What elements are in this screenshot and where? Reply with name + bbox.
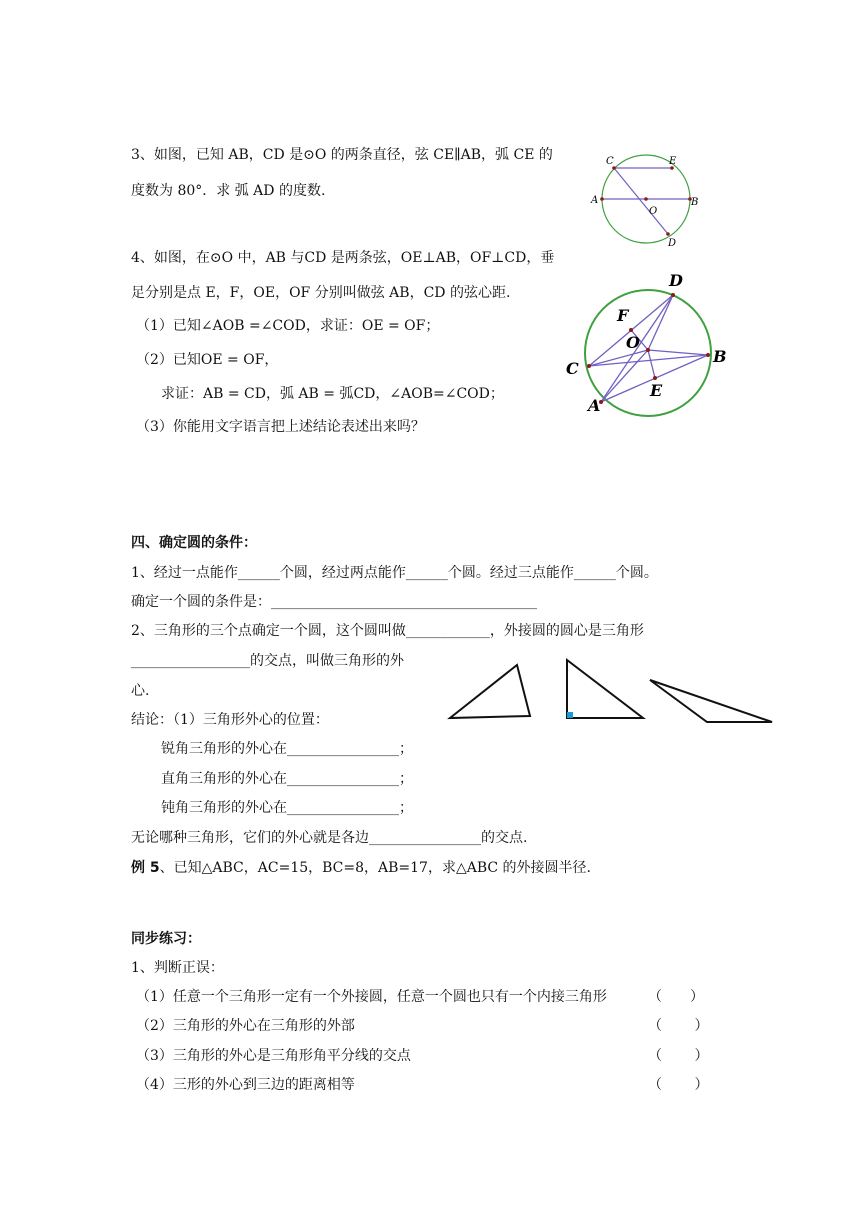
practice-item-3-answer: （ ） bbox=[648, 1048, 709, 1064]
example-5 bbox=[131, 858, 591, 878]
section-4-line-3: 2、三角形的三个点确定一个圆，这个圆叫做____________，外接圆的圆心是三角形 bbox=[131, 623, 644, 639]
circle-figure-1 bbox=[582, 148, 702, 252]
section-4-heading: 四、确定圆的条件： bbox=[131, 535, 257, 551]
section-4-line-5: 心. bbox=[131, 683, 150, 699]
problem-4-line-2: 足分别是点 E，F，OE，OF 分别叫做弦 AB，CD 的弦心距. bbox=[131, 285, 511, 301]
practice-intro: 1、判断正误： bbox=[131, 960, 224, 976]
practice-item-4: （4）三形的外心到三边的距离相等 bbox=[136, 1077, 355, 1093]
section-4-acute: 锐角三角形的外心在________________； bbox=[161, 741, 413, 757]
problem-4-question-3: （3）你能用文字语言把上述结论表述出来吗？ bbox=[136, 419, 425, 435]
practice-item-1: （1）任意一个三角形一定有一个外接圆，任意一个圆也只有一个内接三角形 bbox=[136, 989, 607, 1005]
problem-3-line-1: 3、如图，已知 AB，CD 是⊙O 的两条直径，弦 CE∥AB，弧 CE 的 bbox=[131, 147, 553, 163]
practice-item-4-answer: （ ） bbox=[648, 1077, 709, 1093]
section-4-line-10: 无论哪种三角形，它们的外心就是各边________________的交点. bbox=[131, 830, 528, 846]
example-5-label: 例 5 bbox=[131, 860, 160, 876]
problem-4-line-1: 4、如图，在⊙O 中，AB 与CD 是两条弦，OE⊥AB，OF⊥CD，垂 bbox=[131, 250, 555, 266]
problem-4-question-2: （2）已知OE = OF， bbox=[136, 352, 279, 368]
example-5-text: 、已知△ABC，AC=15，BC=8，AB=17，求△ABC 的外接圆半径. bbox=[159, 860, 592, 876]
section-4-obtuse: 钝角三角形的外心在________________； bbox=[161, 800, 413, 816]
fig2-label-c: C bbox=[566, 359, 579, 378]
triangles-figure bbox=[440, 655, 780, 728]
section-4-right: 直角三角形的外心在________________； bbox=[161, 771, 413, 787]
circle-figure-2 bbox=[560, 270, 735, 420]
fig2-label-a: A bbox=[588, 396, 601, 415]
fig1-label-d: D bbox=[668, 238, 677, 249]
practice-item-2-answer: （ ） bbox=[648, 1018, 709, 1034]
practice-heading: 同步练习： bbox=[131, 931, 201, 947]
fig1-label-o: O bbox=[649, 206, 658, 217]
problem-4-question-1: （1）已知∠AOB =∠COD，求证：OE = OF； bbox=[136, 318, 440, 334]
problem-3-line-2: 度数为 80°．求 弧 AD 的度数. bbox=[131, 183, 326, 199]
section-4-line-6: 结论：（1）三角形外心的位置： bbox=[131, 712, 329, 728]
problem-4-question-2-proof: 求证：AB = CD，弧 AB = 弧CD，∠AOB=∠COD； bbox=[161, 386, 504, 402]
fig2-label-o: O bbox=[626, 333, 640, 352]
practice-item-1-answer: （ ） bbox=[648, 989, 704, 1005]
fig1-label-a: A bbox=[591, 195, 599, 206]
fig2-label-f: F bbox=[617, 306, 629, 325]
section-4-line-1: 1、经过一点能作______个圆，经过两点能作______个圆。经过三点能作______个圆。 bbox=[131, 565, 658, 581]
fig2-label-e: E bbox=[650, 381, 663, 400]
practice-item-2: （2）三角形的外心在三角形的外部 bbox=[136, 1018, 355, 1034]
fig1-label-c: C bbox=[606, 156, 614, 167]
fig2-label-d: D bbox=[669, 271, 683, 290]
fig1-label-e: E bbox=[669, 156, 677, 167]
practice-item-3: （3）三角形的外心是三角形角平分线的交点 bbox=[136, 1048, 411, 1064]
section-4-line-4: _________________的交点，叫做三角形的外 bbox=[131, 653, 404, 669]
section-4-line-2: 确定一个圆的条件是：______________________________________ bbox=[131, 594, 537, 610]
fig2-label-b: B bbox=[713, 347, 727, 366]
fig1-label-b: B bbox=[691, 197, 699, 208]
